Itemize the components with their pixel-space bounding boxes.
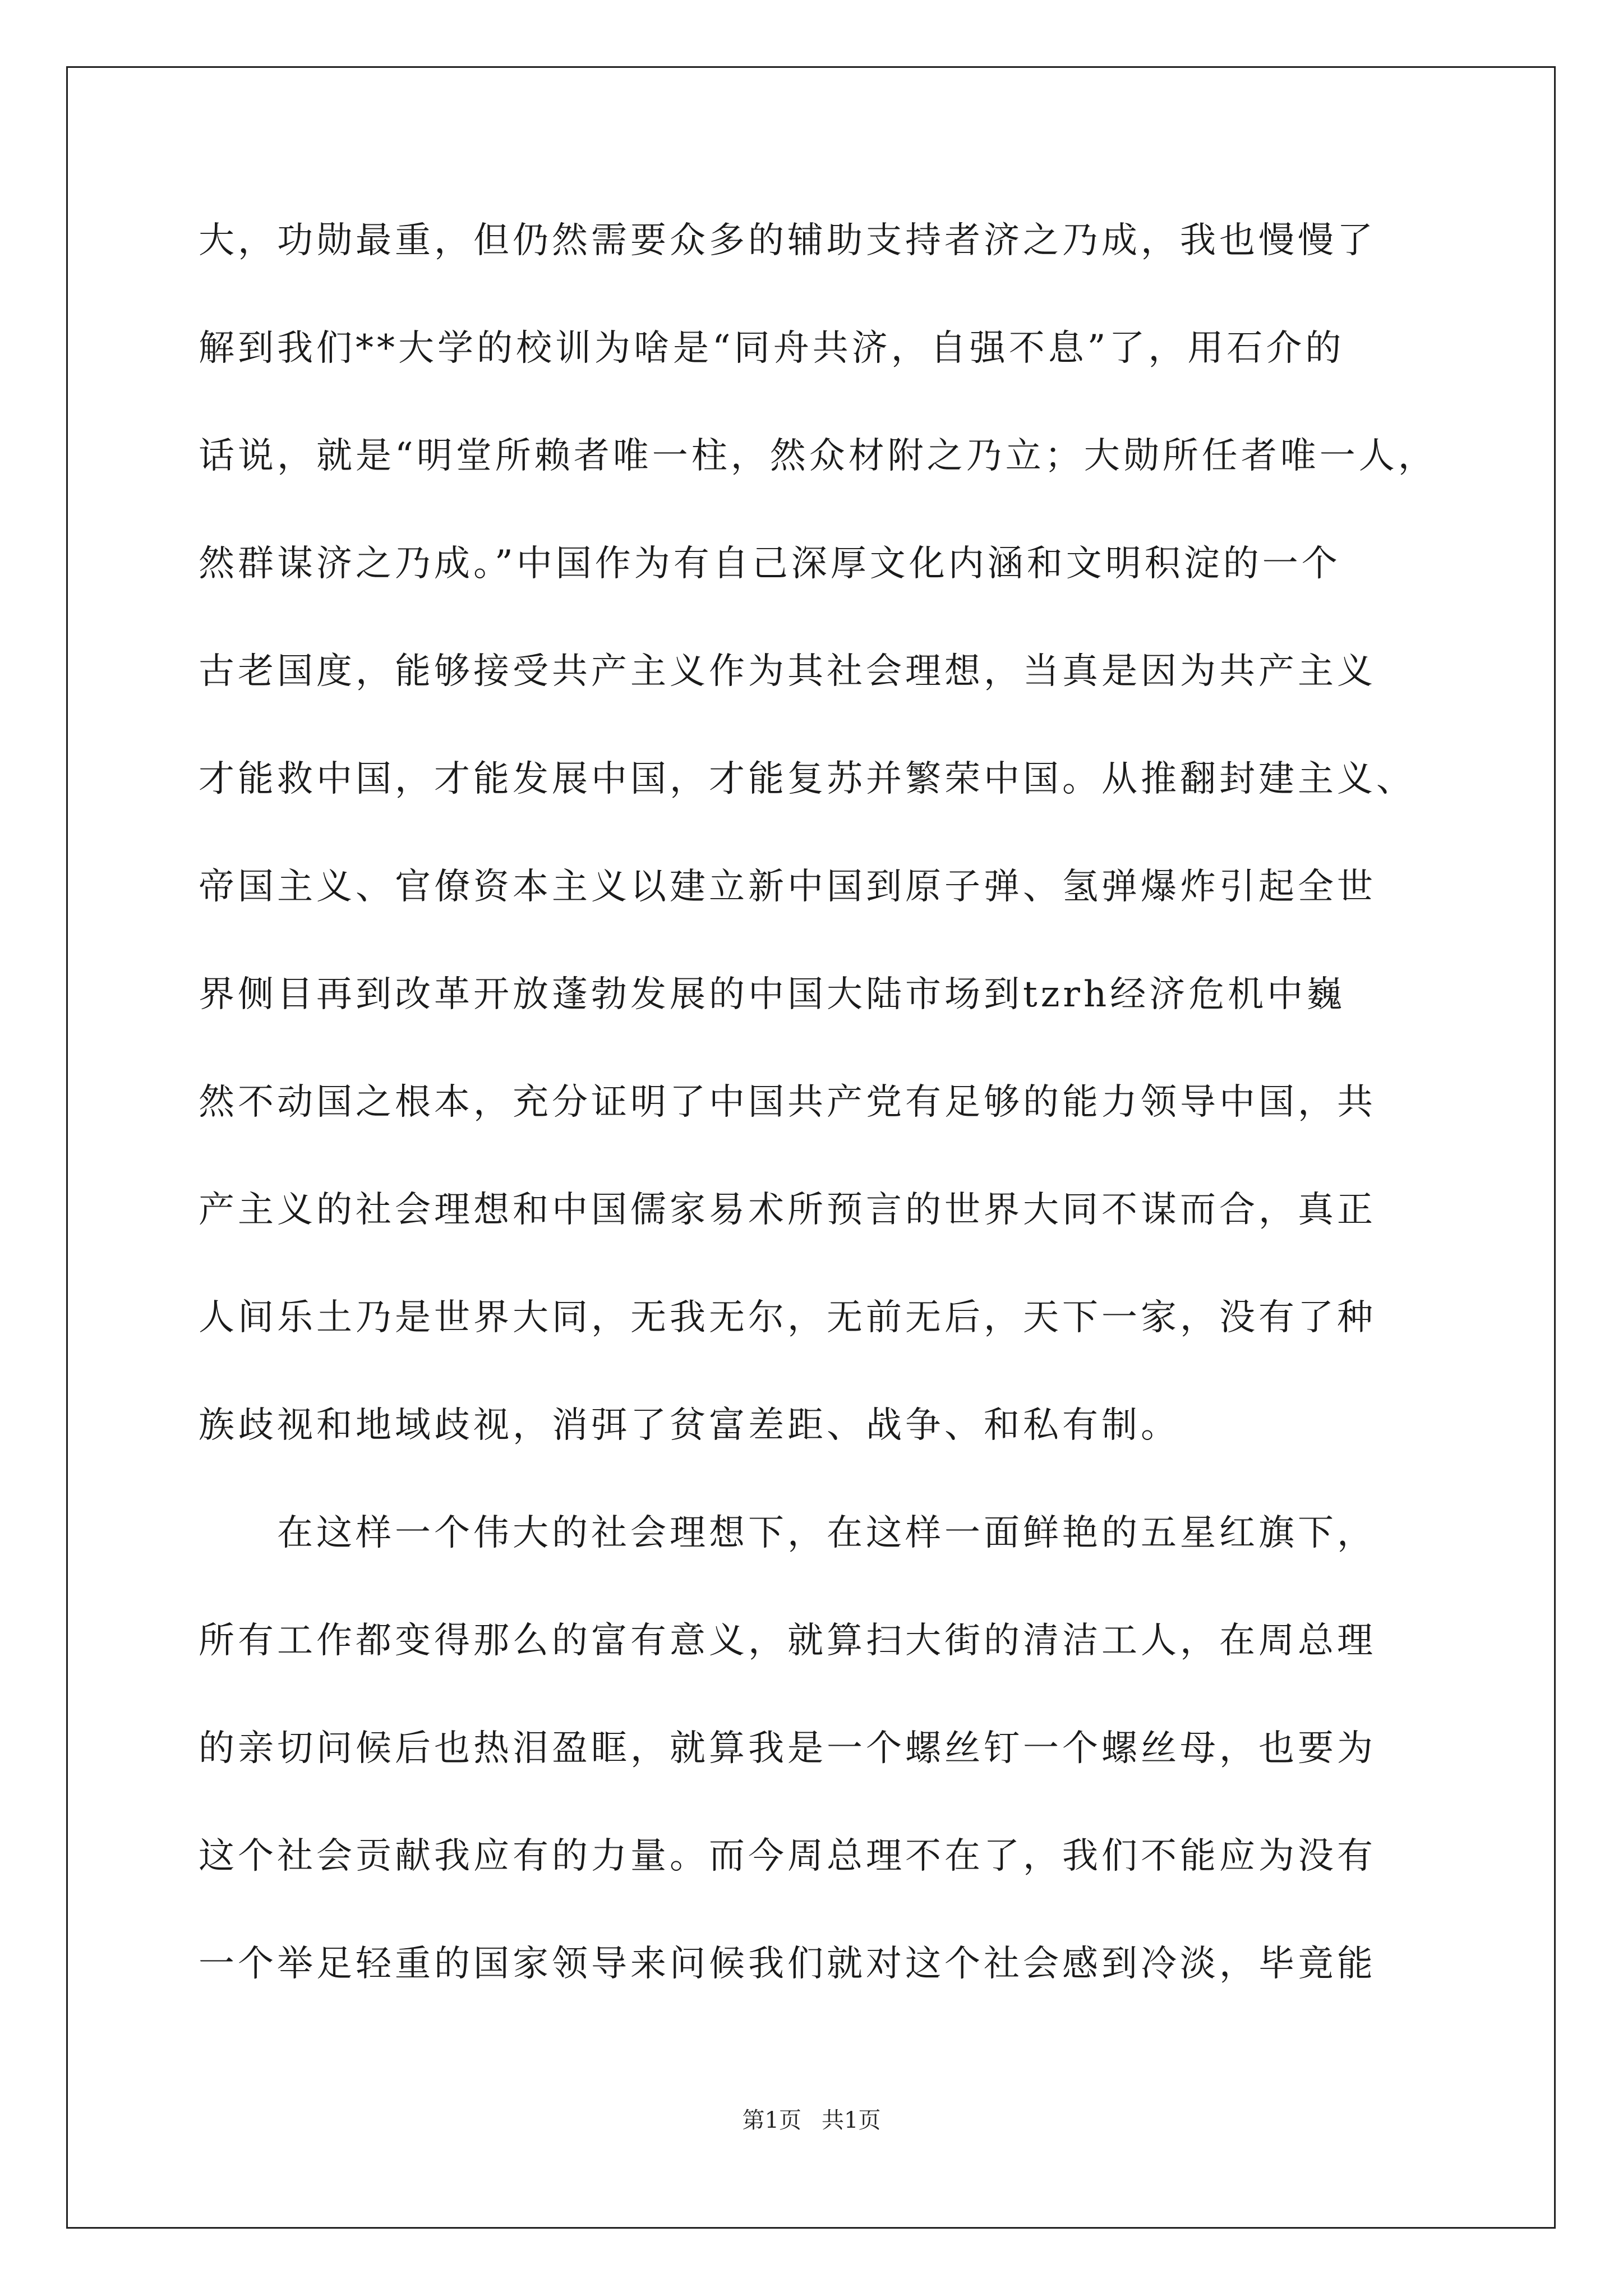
text-line: 古老国度，能够接受共产主义作为其社会理想，当真是因为共产主义 bbox=[199, 651, 1376, 692]
text-line: 产主义的社会理想和中国儒家易术所预言的世界大同不谋而合，真正 bbox=[199, 1189, 1376, 1231]
text-line: 一个举足轻重的国家领导来问候我们就对这个社会感到冷淡，毕竟能 bbox=[199, 1943, 1376, 1985]
text-line: 族歧视和地域歧视，消弭了贫富差距、战争、和私有制。 bbox=[199, 1405, 1180, 1446]
page-border bbox=[66, 66, 1556, 2229]
page-footer bbox=[0, 2106, 1623, 2134]
text-line: 然不动国之根本，充分证明了中国共产党有足够的能力领导中国，共 bbox=[199, 1082, 1376, 1123]
text-line: 的亲切问候后也热泪盈眶，就算我是一个螺丝钉一个螺丝母，也要为 bbox=[199, 1728, 1376, 1769]
text-line: 界侧目再到改革开放蓬勃发展的中国大陆市场到tzrh经济危机中巍 bbox=[199, 974, 1346, 1015]
page-total: 共1页 bbox=[822, 2108, 881, 2133]
page-number: 第1页 bbox=[742, 2108, 801, 2133]
text-line-indented: 在这样一个伟大的社会理想下，在这样一面鲜艳的五星红旗下， bbox=[277, 1512, 1376, 1554]
text-line: 解到我们**大学的校训为啥是“同舟共济，自强不息”了，用石介的 bbox=[199, 328, 1345, 369]
text-line: 然群谋济之乃成。”中国作为有自己深厚文化内涵和文明积淀的一个 bbox=[199, 543, 1341, 585]
text-line: 话说，就是“明堂所赖者唯一柱，然众材附之乃立；大勋所任者唯一人， bbox=[199, 435, 1437, 477]
text-line: 这个社会贡献我应有的力量。而今周总理不在了，我们不能应为没有 bbox=[199, 1835, 1376, 1877]
text-line: 才能救中国，才能发展中国，才能复苏并繁荣中国。从推翻封建主义、 bbox=[199, 758, 1415, 800]
text-line: 人间乐土乃是世界大同，无我无尔，无前无后，天下一家，没有了种 bbox=[199, 1297, 1376, 1338]
text-line: 帝国主义、官僚资本主义以建立新中国到原子弹、氢弹爆炸引起全世 bbox=[199, 866, 1376, 908]
text-line: 所有工作都变得那么的富有意义，就算扫大街的清洁工人，在周总理 bbox=[199, 1620, 1376, 1662]
text-line: 大，功勋最重，但仍然需要众多的辅助支持者济之乃成，我也慢慢了 bbox=[199, 220, 1376, 261]
